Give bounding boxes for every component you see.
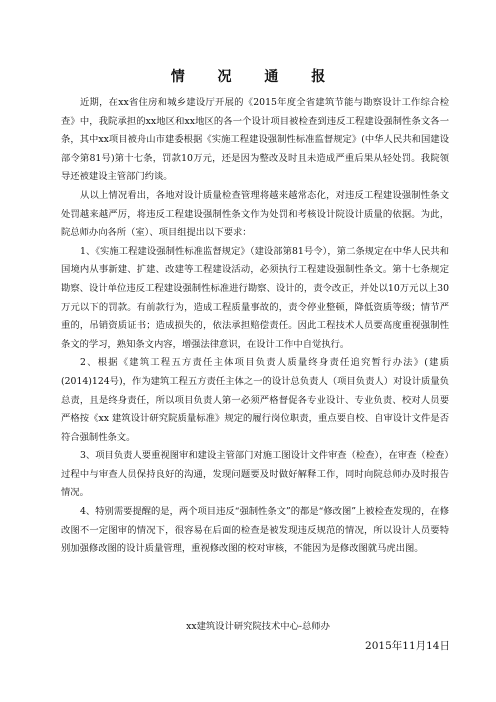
paragraph-requirement-3: 3、项目负责人要重视图审和建设主管部门对施工图设计文件审查（检查），在审查（检查）过程中与审查人员保持良好的沟通，发现问题要及时做好解释工作，同时向院总师办及时报告情况。 xyxy=(61,450,449,499)
paragraph-requirement-2: 2、根据《建筑工程五方责任主体项目负责人质量终身责任追究暂行办法》(建质(2014)124号)，作为建筑工程五方责任主体之一的设计总负责人（项目负责人）对设计质量负总责，且是终身责任，所以项目负责人第一必须严格督促各专业设计、专业负责、校对人员要严格按《xx 建筑设计研究院质量标准》规定的履行岗位职责，重点要自校、自审设计文件是否符合强制性条文。 xyxy=(61,357,449,443)
signature-organization: xx建筑设计研究院技术中心-总师办 xyxy=(186,621,330,632)
document-body xyxy=(61,94,449,559)
paragraph-requirement-4: 4、特别需要提醒的是，两个项目违反“强制性条文”的都是“修改图”上被检查发现的，在修改图不一定图审的情况下，很容易在后面的检查是被发现违反规范的情况，所以设计人员要特别加强修改图的设计质量管理，重视修改图的校对审核，不能因为是修改图就马虎出图。 xyxy=(61,506,449,555)
paragraph-summary: 从以上情况看出，各地对设计质量检查管理将越来越常态化，对违反工程建设强制性条文处罚越来越严厉，将违反工程建设强制性条文作为处罚和考核设计院设计质量的依据。为此，院总师办向各所（室）、项目组提出以下要求： xyxy=(61,189,449,239)
signature-date: 2015年11月14日 xyxy=(365,640,450,652)
paragraph-requirement-1: 1、《实施工程建设强制性标准监督规定》（建设部第81号令），第二条规定在中华人民共和国境内从事新建、扩建、改建等工程建设活动，必须执行工程建设强制性条文。第十七条规定勘察、设计单位违反工程建设强制性标准进行勘察、设计的，责令改正，并处以10万元以上30万元以下的罚款。有前款行为，造成工程质量事故的，责令停业整顿，降低资质等级；情节严重的，吊销资质证书；造成损失的，依法承担赔偿责任。因此工程技术人员要高度重视强制性条文的学习，熟知条文内容，增强法律意识，在设计工作中自觉执行。 xyxy=(61,245,449,350)
paragraph-intro: 近期，在xx省住房和城乡建设厅开展的《2015年度全省建筑节能与勘察设计工作综合检查》中，我院承担的xx地区和xx地区的各一个设计项目被检查到违反工程建设强制性条文各一条，其中xx项目被舟山市建委根据《实施工程建设强制性标准监督规定》(中华人民共和国建设部令第81号)第十七条，罚款10万元，还是因为整改及时且未造成严重后果从轻处罚。我院领导还被建设主管部门约谈。 xyxy=(61,97,449,183)
document-title: 情 况 通 报 xyxy=(170,69,340,85)
